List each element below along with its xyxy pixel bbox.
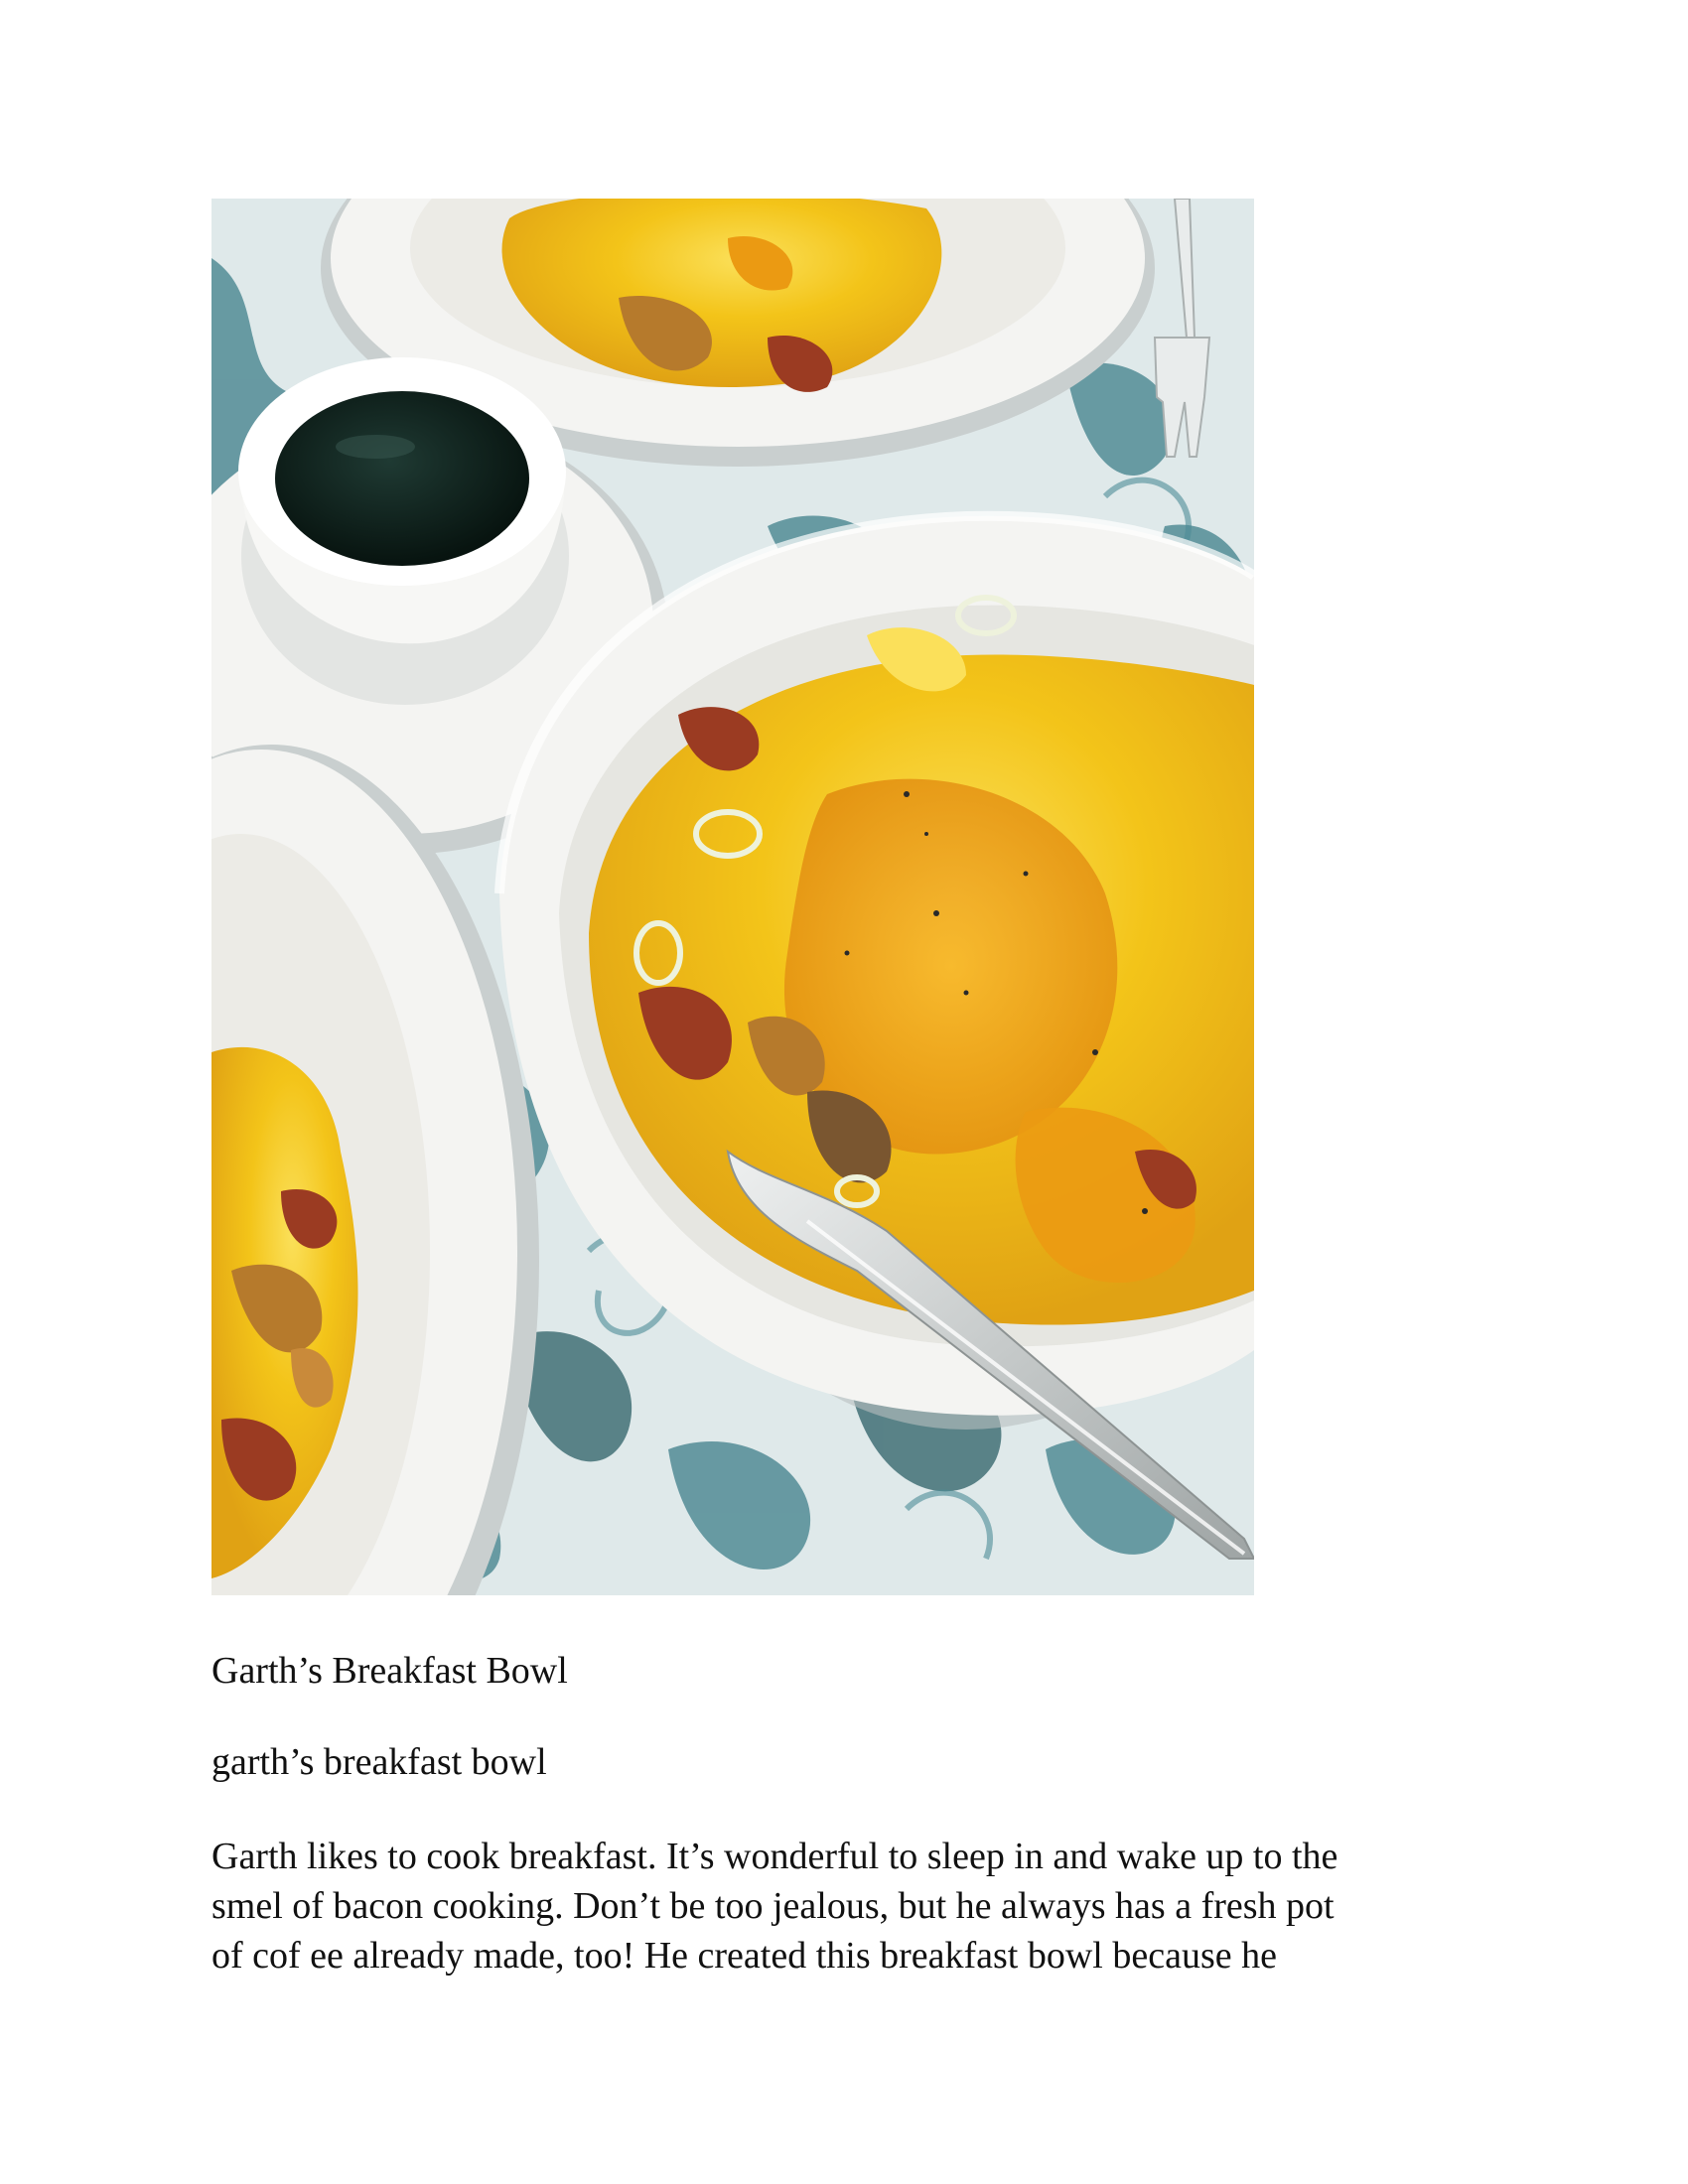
paragraph-line: Garth likes to cook breakfast. It’s wonderful to sleep in and wake up to the (211, 1836, 1338, 1877)
recipe-intro-paragraph (211, 1832, 1502, 1980)
paragraph-line: of cof ee already made, too! He created this breakfast bowl because he (211, 1935, 1277, 1977)
recipe-subtitle: garth’s breakfast bowl (211, 1741, 547, 1783)
breakfast-bowl-photo (211, 199, 1254, 1595)
paragraph-line: smel of bacon cooking. Don’t be too jealous, but he always has a fresh pot (211, 1885, 1335, 1927)
recipe-title: Garth’s Breakfast Bowl (211, 1650, 568, 1692)
photo-illustration (211, 199, 1254, 1595)
